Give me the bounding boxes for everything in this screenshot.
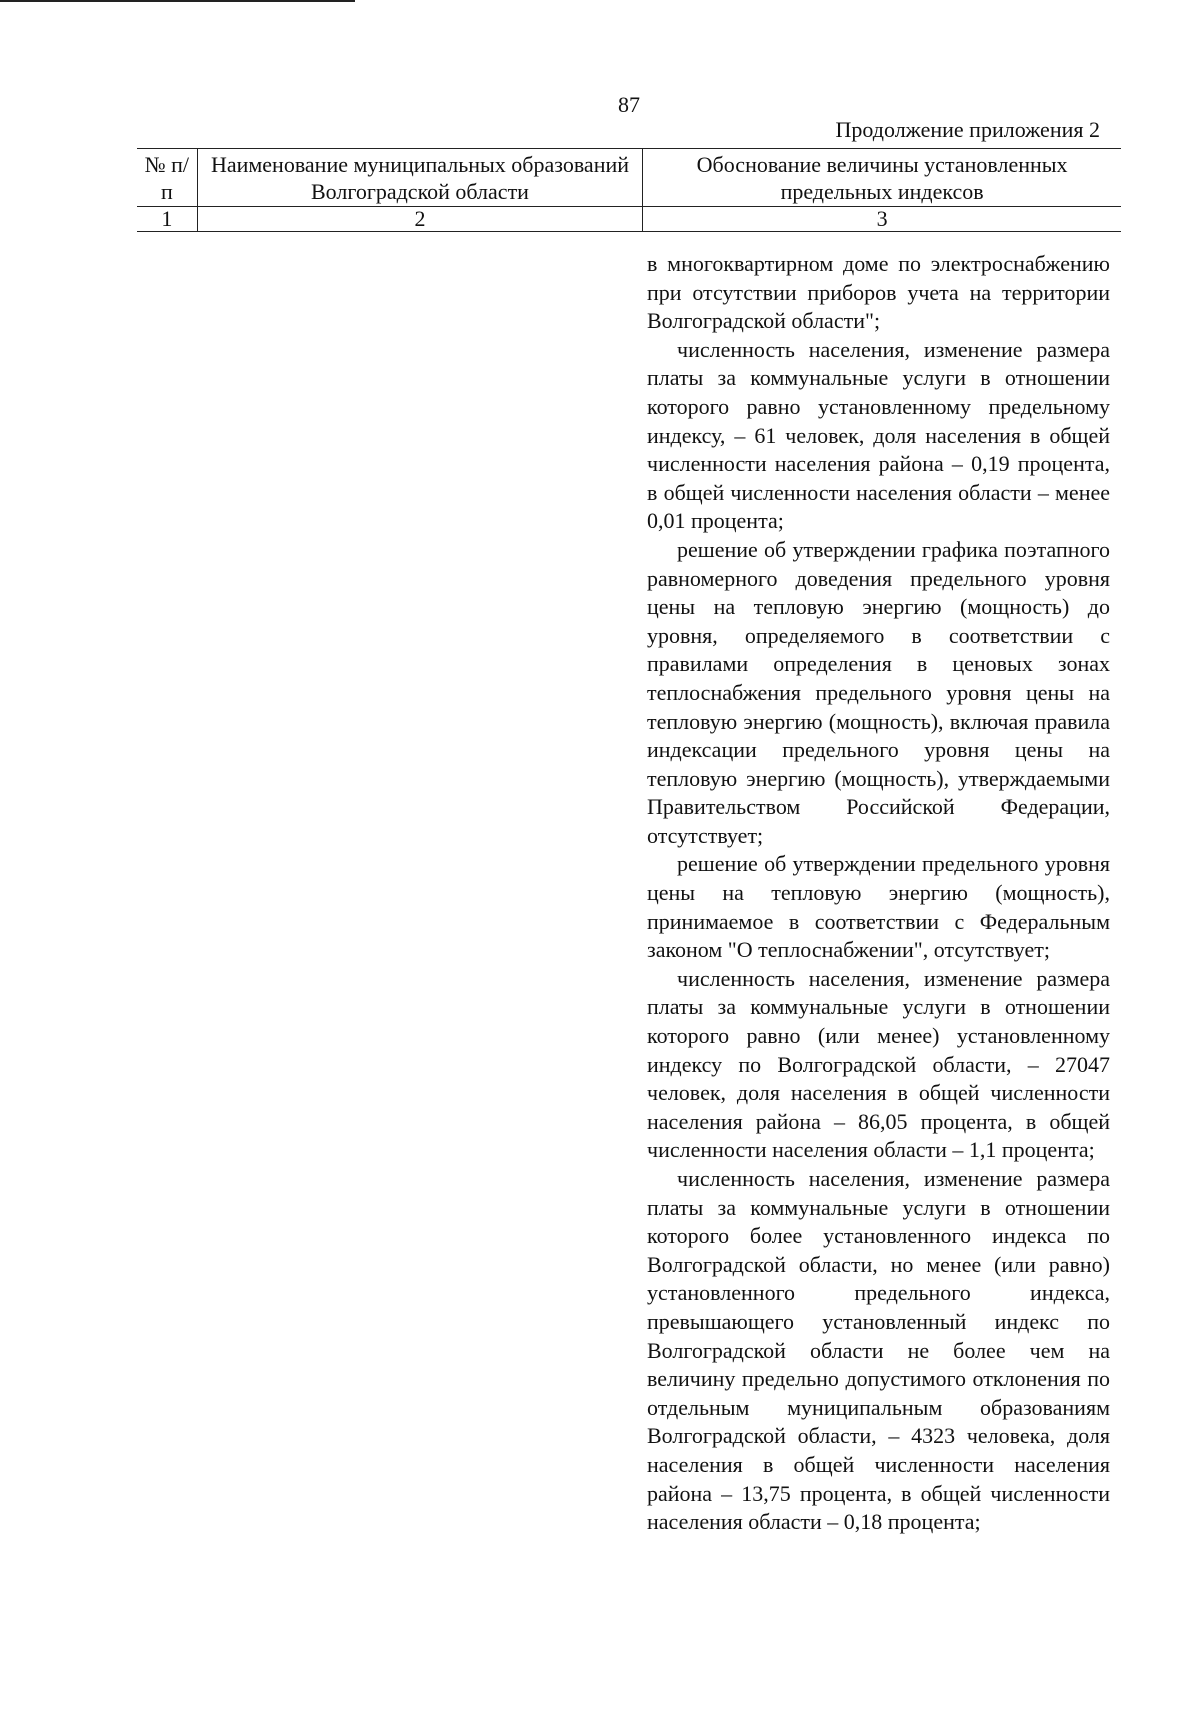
column-number-3: 3 [643,207,1121,232]
top-edge-rule [0,0,355,2]
column-number-row [137,207,1121,232]
header-municipality-name: Наименование муниципальных образований Волгоградской области [197,149,642,207]
paragraph-population-above-index: численность населения, изменение размера платы за коммунальные услуги в отношении которого более установленного индекса по Волгоградской области, но менее (или равно) установленного предельного индекса, превышающего установленный индекс по Волгоградской области не более чем на величину предельно допустимого отклонения по отдельным муниципальным образованиям Волгоградской области, – 4323 человека, доля населения в общей численности населения района – 13,75 процента, в общей численности населения области – 0,18 процента; [647,1166,1110,1535]
column-number-2: 2 [197,207,642,232]
justification-text [647,250,1110,1537]
table-header-row [137,149,1121,207]
paragraph-continuation: в многоквартирном доме по электроснабжению при отсутствии приборов учета на территории Волгоградской области"; [647,251,1110,334]
appendix-table-header [137,148,1121,232]
paragraph-population-below-index: численность населения, изменение размера платы за коммунальные услуги в отношении которого равно (или менее) установленному индексу по Волгоградской области, – 27047 человек, доля населения в общей численности населения района – 86,05 процента, в общей численности населения области – 1,1 процента; [647,965,1110,1163]
continuation-label: Продолжение приложения 2 [835,117,1100,142]
header-number: № п/п [137,149,197,207]
paragraph-population-equal-limit: численность населения, изменение размера платы за коммунальные услуги в отношении которого равно установленному предельному индексу, – 61 человек, доля населения в общей численности населения района – 0,19 процента, в общей численности населения области – менее 0,01 процента; [647,336,1110,534]
header-justification: Обоснование величины установленных предельных индексов [643,149,1121,207]
paragraph-heat-price-limit: решение об утверждении предельного уровня цены на тепловую энергию (мощность), принимаемое в соответствии с Федеральным законом "О теплоснабжении", отсутствует; [647,851,1110,963]
paragraph-heat-price-schedule: решение об утверждении графика поэтапного равномерного доведения предельного уровня цены на тепловую энергию (мощность) до уровня, определяемого в соответствии с правилами определения в ценовых зонах теплоснабжения предельного уровня цены на тепловую энергию (мощность), включая правила индексации предельного уровня цены на тепловую энергию (мощность), утверждаемыми Правительством Российской Федерации, отсутствует; [647,536,1110,848]
page-number: 87 [618,92,640,117]
column-number-1: 1 [137,207,197,232]
